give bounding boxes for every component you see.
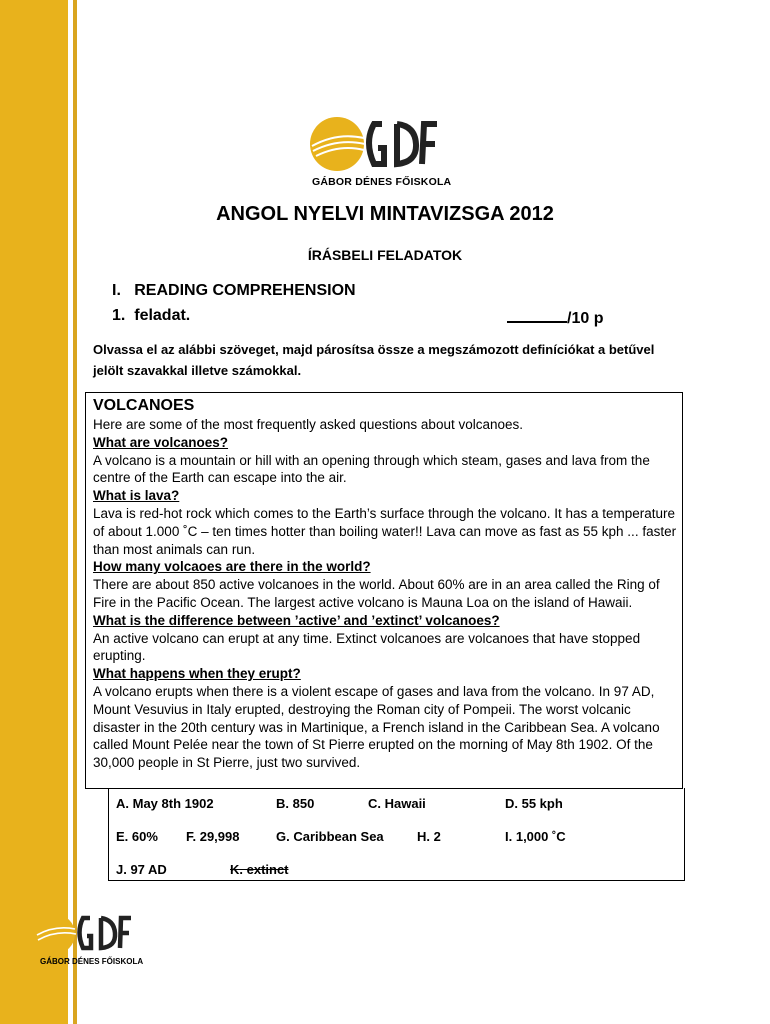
passage-intro: Here are some of the most frequently asked questions about volcanoes.	[93, 417, 523, 432]
logo-caption: GÁBOR DÉNES FŐISKOLA	[312, 176, 452, 188]
sidebar-line-decoration	[73, 0, 77, 1024]
answer-paragraph: An active volcano can erupt at any time. Extinct volcanoes are volcanoes that have stopped erupting.	[93, 630, 641, 664]
score-label: /10 p	[567, 310, 604, 327]
instructions: Olvassa el az alábbi szöveget, majd párosítsa össze a megszámozott definíciókat a betűvel jelölt szavakkal illetve számokkal.	[93, 342, 655, 378]
option-a: A. May 8th 1902	[116, 796, 214, 811]
passage-text	[93, 416, 681, 772]
section-heading: I. READING COMPREHENSION	[112, 282, 356, 299]
task-label: 1. feladat.	[112, 307, 191, 324]
option-d: D. 55 kph	[505, 796, 563, 811]
page-title: ANGOL NYELVI MINTAVIZSGA 2012	[216, 203, 554, 225]
sidebar-decoration	[0, 0, 68, 1024]
option-c: C. Hawaii	[368, 796, 426, 811]
question-heading: What are volcanoes?	[93, 434, 229, 450]
score-field	[507, 307, 603, 328]
score-blank	[507, 307, 567, 323]
option-h: H. 2	[417, 829, 441, 844]
option-b: B. 850	[276, 796, 315, 811]
page-subtitle: ÍRÁSBELI FELADATOK	[307, 247, 463, 263]
answer-paragraph: A volcano is a mountain or hill with an opening through which steam, gases and lava from the centre of the Earth can escape into the air.	[93, 452, 650, 486]
question-heading: What is the difference between ’active’ and ’extinct’ volcanoes?	[93, 612, 500, 628]
option-e: E. 60%	[116, 829, 158, 844]
answer-paragraph: There are about 850 active volcanoes in the world. About 60% are in an area called the Ring of Fire in the Pacific Ocean. The largest active volcano is Mauna Loa on the island of Hawaii.	[93, 577, 660, 610]
passage-title: VOLCANOES	[93, 397, 195, 414]
option-j: J. 97 AD	[116, 862, 167, 877]
footer-logo-caption: GÁBOR DÉNES FŐISKOLA	[40, 957, 144, 966]
answer-paragraph: Lava is red-hot rock which comes to the Earth’s surface through the volcano. It has a temperature of about 1.000 ˚C – ten times hotter than boiling water!! Lava can move as fast as 55 kph ... faster than most animals can run.	[93, 505, 677, 557]
option-k: K. extinct	[230, 862, 289, 877]
question-heading: What happens when they erupt?	[93, 666, 301, 682]
question-heading: What is lava?	[93, 488, 180, 504]
option-i: I. 1,000 ˚C	[505, 829, 566, 844]
option-f: F. 29,998	[186, 829, 240, 844]
option-g: G. Caribbean Sea	[276, 829, 384, 844]
answer-paragraph: A volcano erupts when there is a violent escape of gases and lava from the volcano. In 97 AD, Mount Vesuvius in Italy erupted, destroying the Roman city of Pompeii. The worst volcanic disaster in the 20th century was in Martinique, a French island in the Caribbean Sea. A volcano called Mount Pelée near the town of St Pierre erupted on the morning of May 8th 1902. Of the 30,000 people in St Pierre, just two survived.	[93, 683, 660, 771]
question-heading: How many volcaoes are there in the world?	[93, 559, 371, 575]
